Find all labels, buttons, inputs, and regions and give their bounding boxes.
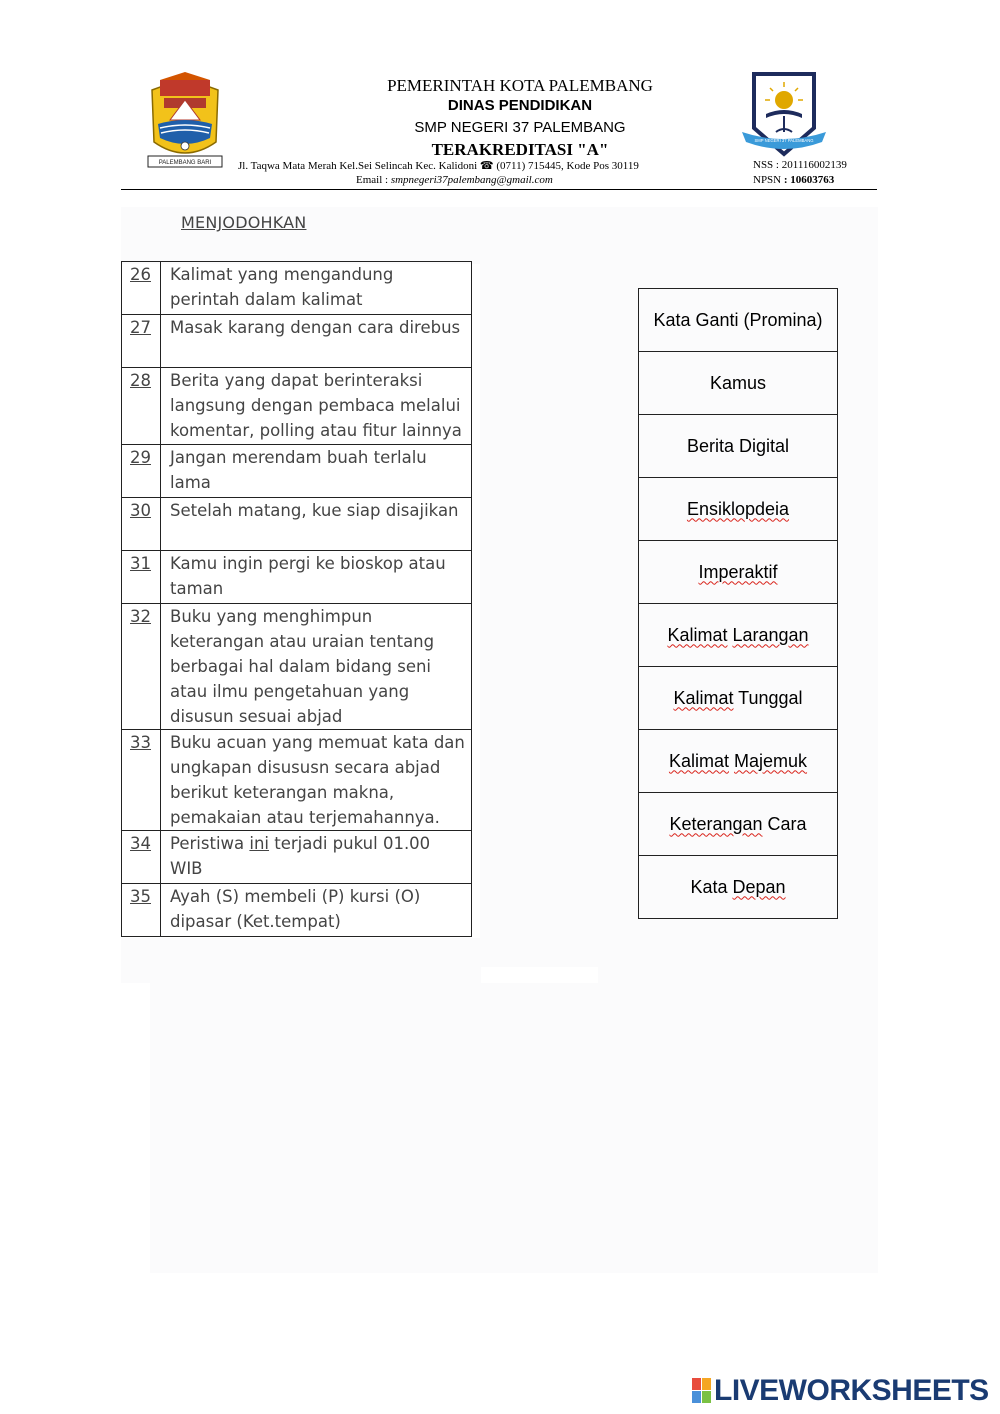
question-row	[122, 730, 472, 831]
school-logo	[742, 72, 826, 158]
question-number: 30	[122, 498, 161, 551]
question-text: Buku acuan yang memuat kata dan ungkapan disususn secara abjad berikut keterangan makna, pemakaian atau terjemahannya.	[161, 730, 472, 831]
question-number: 35	[122, 884, 161, 937]
question-text: Buku yang menghimpun keterangan atau uraian tentang berbagai hal dalam bidang seni atau ilmu pengetahuan yang disusun sesuai abjad	[161, 604, 472, 730]
question-row	[122, 604, 472, 730]
answer-box[interactable]: Berita Digital	[639, 415, 837, 478]
question-text: Setelah matang, kue siap disajikan	[161, 498, 472, 551]
question-text: Jangan merendam buah terlalu lama	[161, 445, 472, 498]
question-number: 28	[122, 368, 161, 445]
palembang-city-emblem	[146, 72, 224, 170]
question-text: Kamu ingin pergi ke bioskop atau taman	[161, 551, 472, 604]
background-panel	[121, 938, 481, 983]
question-number: 27	[122, 315, 161, 368]
question-row	[122, 445, 472, 498]
question-row	[122, 368, 472, 445]
answer-box[interactable]: Kata Ganti (Promina)	[639, 289, 837, 352]
question-row	[122, 551, 472, 604]
question-number: 33	[122, 730, 161, 831]
question-number: 29	[122, 445, 161, 498]
answer-box[interactable]: Imperaktif	[639, 541, 837, 604]
liveworksheets-logo	[692, 1376, 989, 1406]
question-number: 32	[122, 604, 161, 730]
section-title: MENJODOHKAN	[181, 213, 307, 232]
letterhead	[0, 0, 1000, 200]
answer-box[interactable]: Kalimat Larangan	[639, 604, 837, 667]
question-row	[122, 831, 472, 884]
question-row	[122, 315, 472, 368]
agency-name: DINAS PENDIDIKAN	[447, 97, 593, 114]
npsn-number: NPSN : 10603763	[753, 174, 835, 186]
nss-number: NSS : 201116002139	[753, 159, 847, 171]
answer-box[interactable]: Kalimat Tunggal	[639, 667, 837, 730]
answer-box[interactable]: Kata Depan	[639, 856, 837, 919]
question-number: 31	[122, 551, 161, 604]
brand-name: LIVEWORKSHEETS	[714, 1374, 989, 1407]
answer-list	[638, 288, 838, 919]
answer-box[interactable]: Keterangan Cara	[639, 793, 837, 856]
question-text: Masak karang dengan cara direbus	[161, 315, 472, 368]
question-number: 26	[122, 262, 161, 315]
question-text: Ayah (S) membeli (P) kursi (O) dipasar (Ket.tempat)	[161, 884, 472, 937]
question-row	[122, 262, 472, 315]
answer-box[interactable]: Kamus	[639, 352, 837, 415]
question-number: 34	[122, 831, 161, 884]
school-name: SMP NEGERI 37 PALEMBANG	[414, 119, 626, 136]
school-email: Email : smpnegeri37palembang@gmail.com	[356, 174, 553, 186]
accreditation: TERAKREDITASI "A"	[431, 140, 609, 159]
answer-box[interactable]: Ensiklopdeia	[639, 478, 837, 541]
letterhead-rule	[121, 189, 877, 190]
question-text: Kalimat yang mengandung perintah dalam kalimat	[161, 262, 472, 315]
background-panel	[150, 983, 878, 1273]
question-row	[122, 884, 472, 937]
question-row	[122, 498, 472, 551]
question-text: Peristiwa ini terjadi pukul 01.00 WIB	[161, 831, 472, 884]
answer-box[interactable]: Kalimat Majemuk	[639, 730, 837, 793]
svg-text:PALEMBANG BARI: PALEMBANG BARI	[158, 160, 212, 166]
liveworksheets-badge-icon	[692, 1378, 712, 1404]
background-panel	[480, 264, 598, 967]
school-address: Jl. Taqwa Mata Merah Kel.Sei Selincah Kec. Kalidoni ☎ (0711) 715445, Kode Pos 30119	[238, 160, 639, 172]
government-name: PEMERINTAH KOTA PALEMBANG	[387, 76, 653, 95]
question-text: Berita yang dapat berinteraksi langsung dengan pembaca melalui komentar, polling atau fitur lainnya	[161, 368, 472, 445]
svg-text:SMP NEGERI 37 PALEMBANG: SMP NEGERI 37 PALEMBANG	[754, 138, 814, 143]
questions-table	[121, 261, 472, 937]
